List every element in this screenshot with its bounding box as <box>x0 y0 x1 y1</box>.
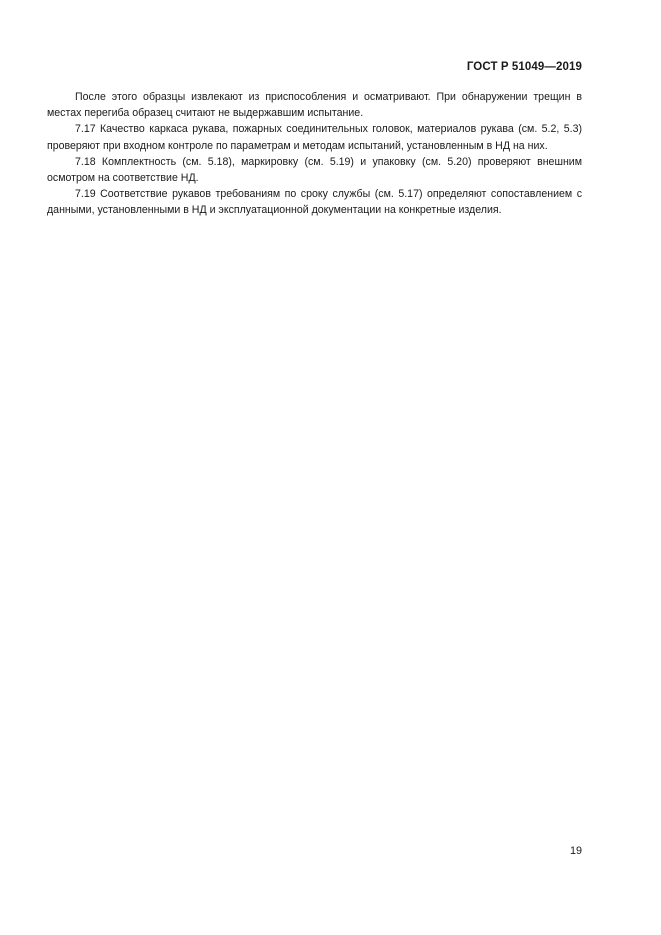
paragraph-sample-inspection: После этого образцы извлекают из приспособления и осматривают. При обнаружении трещин в местах перегиба образец считают не выдержавшим испытание. <box>47 91 582 120</box>
document-header: ГОСТ Р 51049—2019 <box>466 61 582 73</box>
paragraph-7-17: 7.17 Качество каркаса рукава, пожарных соединительных головок, материалов рукава (см. 5.2, 5.3) проверяют при входном контроле по параметрам и методам испытаний, установленным в НД на них. <box>47 123 582 152</box>
paragraph-7-18: 7.18 Комплектность (см. 5.18), маркировку (см. 5.19) и упаковку (см. 5.20) проверяют внешним осмотром на соответствие НД. <box>47 155 582 185</box>
paragraph-7-19: 7.19 Соответствие рукавов требованиям по сроку службы (см. 5.17) определяют сопоставлением с данными, установленными в НД и эксплуатационной документации на конкретные изделия. <box>47 188 582 217</box>
page-number: 19 <box>569 845 582 857</box>
document-body <box>47 89 582 219</box>
